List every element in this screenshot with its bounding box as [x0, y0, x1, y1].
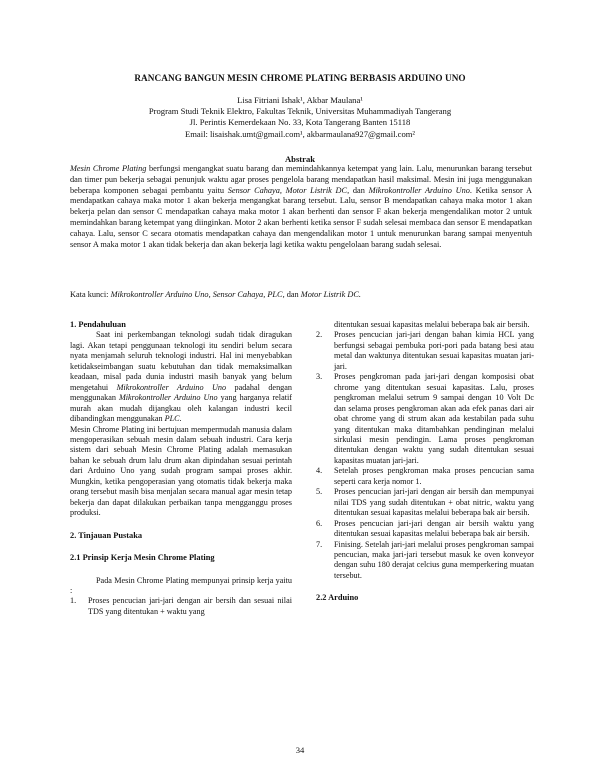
- section-2-heading: 2. Tinjauan Pustaka: [70, 530, 143, 540]
- list-text: ditentukan sesuai kapasitas melalui beberapa bak air bersih.: [334, 320, 530, 329]
- italic-run: Mikrokontroller Arduino Uno: [118, 393, 218, 403]
- text-run: padahal dengan menggunakan: [70, 382, 292, 403]
- list-item: [316, 330, 534, 372]
- keywords-last: Motor Listrik DC.: [300, 290, 361, 299]
- section-1-heading: 1. Pendahuluan: [70, 320, 126, 329]
- list-item: [70, 596, 292, 617]
- list-item: [316, 540, 534, 582]
- abstract-text-1: berfungsi mengangkat suatu barang dan memindahkannya ketempat yang lain. Lalu, menurunkan barang tersebut dan timer pun bekerja sebagai penunjuk waktu agar proses pengelola barang mendapatkan hasil maksimal. Mesin ini juga menggunakan beberapa komponen sebagai pembantu yaitu: [70, 164, 532, 195]
- list-number: 1.: [70, 596, 77, 606]
- list-number: 7.: [316, 539, 323, 549]
- list-text: Proses pencucian jari-jari dengan air bersih waktu yang ditentukan sesuai kapasitas melalui beberapa bak air bersih.: [334, 518, 534, 539]
- abstract-body: [70, 164, 532, 250]
- list-text: Proses pencucian jari-jari dengan air bersih dan sesuai nilai TDS yang ditentukan + waktu yang: [88, 596, 292, 616]
- list-item: [316, 372, 534, 466]
- italic-run: PLC.: [164, 414, 182, 424]
- list-number: 2.: [316, 330, 323, 340]
- left-column: [70, 320, 292, 617]
- abstract-mikro-italic: Mikrokontroller Arduino Uno: [368, 185, 470, 195]
- list-item: [316, 487, 534, 518]
- abstract-lead-italic: Mesin Chrome Plating: [70, 164, 147, 173]
- keywords: [70, 289, 532, 300]
- list-text: Proses pengkroman pada jari-jari dengan komposisi obat chrome yang ditentukan sesuai kapasitas. Lalu, proses pengkroman melalui setrum 9 sampai dengan 10 Volt Dc dan selama proses pengkroman akan ada efek panas dari air obat chrome yang di strum akan ada kestabilan pada suhu yang ditentukan maka ditambahkan pendinginan melalui sirkulasi mesin pendingin. Lama proses pengkroman ditentukan dengan waktu yang sudah ditentukan sesuai kapasitas muatan jari-jari.: [334, 372, 534, 465]
- text-run: Saat ini perkembangan teknologi sudah tidak diragukan lagi. Akan tetapi penggunaan teknologi itu sendiri belum secara nyata menjamah seluruh teknologi industri. Hal ini menyebabkan ketidakseimbangan suatu kebutuhan dan tidak memaksimalkan keadaan, misal pada dunia industri masih banyak yang belum mengetahui: [70, 330, 292, 392]
- abstract-heading: Abstrak: [284, 154, 316, 164]
- list-item: [316, 519, 534, 540]
- abstract-sensor-italic: Sensor Cahaya, Motor Listrik DC: [227, 185, 348, 195]
- list-number: 6.: [316, 518, 323, 528]
- process-list-start: [70, 596, 292, 617]
- author-email: Email: lisaishak.umt@gmail.com¹, akbarmaulana927@gmail.com²: [184, 128, 416, 139]
- keywords-label: Kata kunci:: [70, 290, 111, 299]
- author-block: [60, 95, 540, 140]
- section-2-1-paragraph: Pada Mesin Chrome Plating mempunyai prinsip kerja yaitu :: [70, 575, 292, 595]
- keywords-joiner: , dan: [282, 290, 301, 299]
- list-text: Finising. Setelah jari-jari melalui proses pengkroman sampai pencucian, maka jari-jari tersebut masuk ke oven konveyor dengan suhu 180 derajat celcius guna memperkering muatan tersebut.: [334, 539, 534, 580]
- process-list-continued: [316, 320, 534, 581]
- list-number: 5.: [316, 487, 323, 497]
- author-address: Jl. Perintis Kemerdekaan No. 33, Kota Tangerang Banten 15118: [189, 117, 411, 128]
- abstract-text-2: , dan: [347, 185, 369, 195]
- author-affiliation: Program Studi Teknik Elektro, Fakultas Teknik, Universitas Muhammadiyah Tangerang: [148, 106, 452, 117]
- text-run: yang harganya relatif murah akan mudah dijangkau oleh kalangan industri kecil dibandingkan menggunakan: [70, 393, 292, 424]
- list-number: 4.: [316, 466, 323, 476]
- list-text: Setelah proses pengkroman maka proses pencucian sama seperti cara kerja nomor 1.: [334, 466, 534, 486]
- keywords-items: Mikrokontroller Arduino Uno, Sensor Cahaya, PLC: [110, 290, 283, 299]
- author-names: Lisa Fitriani Ishak¹, Akbar Maulana¹: [237, 95, 363, 105]
- list-item-continued: [316, 320, 534, 330]
- right-column: [316, 320, 534, 604]
- paper-title: RANCANG BANGUN MESIN CHROME PLATING BERBASIS ARDUINO UNO: [134, 73, 466, 83]
- section-1-paragraph-2: Mesin Chrome Plating ini bertujuan mempermudah manusia dalam mengoperasikan sebuah mesin dalam sebuah industri. Cara kerja sistem dari sebuah Mesin Chrome Plating adalah memasukan bahan ke sebuah drum lalu drum akan dipindahan sesuai perintah dari Arduino Uno yang sudah program sampai proses akhir. Mungkin, ketika pengoperasian yang otomatis tidak bekerja maka orang tersebut masih bisa menjalan secara manual agar mesin tetap bekerja dan dapat dilakukan perbaikan tanpa mengganggu proses produksi.: [70, 424, 292, 518]
- abstract-text-3: . Ketika sensor A mendapatkan cahaya maka motor 1 akan bekerja mengangkat barang tersebut. Lalu, sensor B mendapatkan cahaya maka motor 1 akan bekerja pelan dan sensor C mendapatkan cahaya maka motor 1 akan berhenti dan sensor F akan bekerja mengendalikan motor 2 untuk memindahkan barang ketempat yang diinginkan. Motor 2 akan berhenti ketika sensor F sudah selesai membaca dan sensor E mendapatkan cahaya. Lalu, sensor C secara otomatis mendapatkan cahaya dan mengendalikan motor 1 untuk menurunkan barang sampai menyentuh sensor A maka motor 1 akan tidak bekerja dan akan bekerja lagi ketika waktu pengelolaan barang sudah selesai.: [70, 185, 532, 249]
- italic-run: Mikrokontroller Arduino Uno: [116, 382, 227, 392]
- list-text: Proses pencucian jari-jari dengan air bersih dan mempunyai nilai TDS yang sudah ditentukan + obat nitric, waktu yang ditentukan sesuai kapasitas melalui beberapa bak air bersih.: [334, 487, 534, 518]
- list-number: 3.: [316, 372, 323, 382]
- page-number: 34: [295, 745, 305, 755]
- section-1-paragraph-1: [70, 330, 292, 424]
- list-text: Proses pencucian jari-jari dengan bahan kimia HCL yang berfungsi sebagai pembuka pori-pori pada batang besi atau metal dan waktunya ditentukan sesuai kapasitas muatan jari-jari.: [334, 330, 534, 371]
- section-2-1-heading: 2.1 Prinsip Kerja Mesin Chrome Plating: [70, 553, 215, 563]
- list-item: [316, 466, 534, 487]
- section-2-2-heading: 2.2 Arduino: [316, 593, 359, 603]
